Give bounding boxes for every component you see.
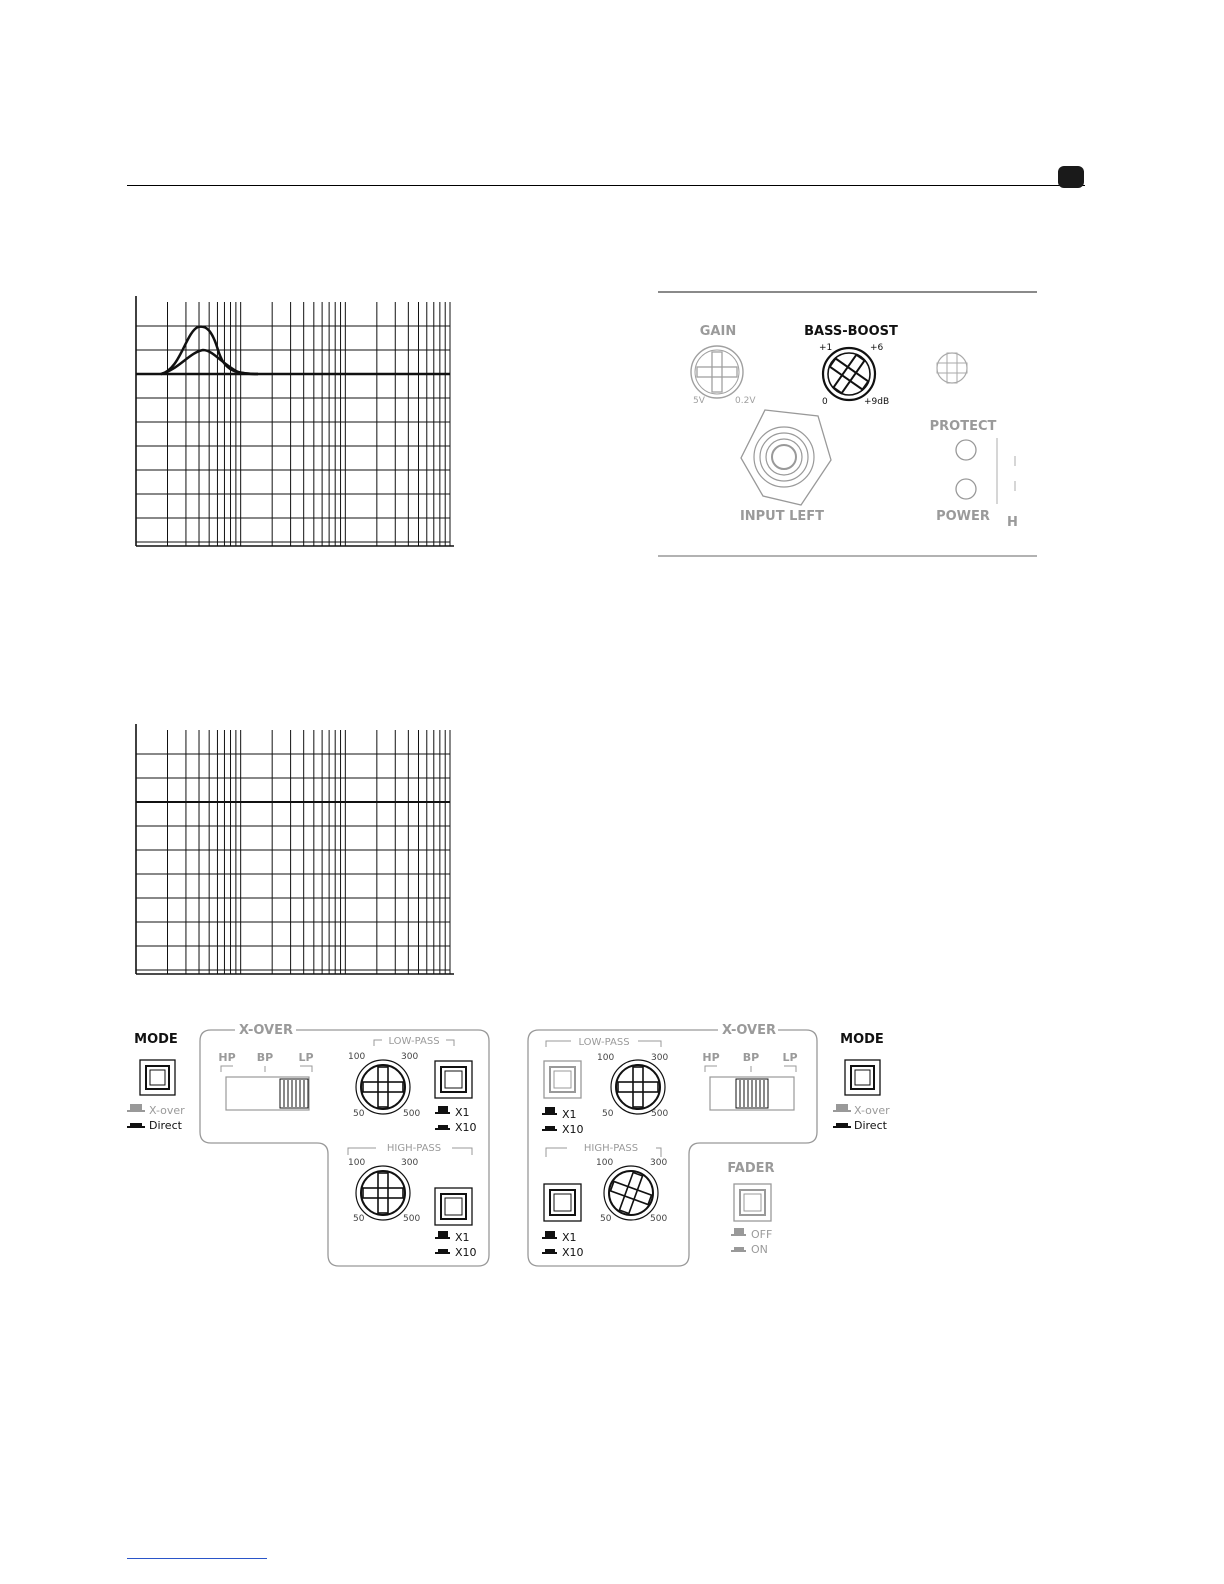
mode-title: MODE [134, 1032, 178, 1047]
highpass-title: HIGH-PASS [583, 1143, 639, 1154]
hp-tick-50: 50 [353, 1214, 365, 1224]
lp-tick-300: 300 [401, 1052, 419, 1062]
lp-tick-50: 50 [353, 1109, 365, 1119]
hp-x10-icon [542, 1249, 557, 1254]
lp-mult-b: X10 [562, 1123, 584, 1136]
lowpass-multiplier-button[interactable] [544, 1061, 581, 1098]
input-left-jack[interactable] [741, 410, 831, 505]
highpass-multiplier-button[interactable] [435, 1188, 472, 1225]
mode-opt-a: X-over [854, 1104, 890, 1117]
flat-response-graph [128, 720, 460, 980]
lowpass-title: LOW-PASS [578, 1037, 630, 1048]
lp-x1-icon [542, 1107, 557, 1115]
hp-tick-50: 50 [600, 1214, 612, 1224]
xover-title: X-OVER [721, 1023, 777, 1038]
lowpass-knob[interactable] [611, 1060, 665, 1114]
mode-up-icon [833, 1104, 851, 1112]
lp-tick-100: 100 [348, 1052, 366, 1062]
mode-button[interactable] [140, 1060, 175, 1095]
hp-tick-300: 300 [401, 1158, 419, 1168]
mode-down-icon [127, 1123, 145, 1128]
hp-tick-100: 100 [348, 1158, 366, 1168]
mode-button[interactable] [845, 1060, 880, 1095]
mode-up-icon [127, 1104, 145, 1112]
lp-tick-50: 50 [602, 1109, 614, 1119]
xover-pos-hp: HP [702, 1051, 720, 1064]
hp-x1-icon [542, 1231, 557, 1239]
lp-mult-a: X1 [455, 1106, 470, 1119]
hp-mult-a: X1 [562, 1231, 577, 1244]
xover-title: X-OVER [238, 1023, 294, 1038]
hp-tick-500: 500 [403, 1214, 421, 1224]
highpass-knob[interactable] [356, 1166, 410, 1220]
lp-mult-b: X10 [455, 1121, 477, 1134]
lowpass-multiplier-button[interactable] [435, 1061, 472, 1098]
power-label: POWER [936, 509, 990, 524]
fader-title: FADER [727, 1161, 775, 1176]
lp-mult-a: X1 [562, 1108, 577, 1121]
bass-tick-plus1: +1 [819, 343, 833, 353]
input-left-label: INPUT LEFT [739, 509, 825, 524]
xover-pos-bp: BP [742, 1051, 760, 1064]
graph-grid [136, 724, 454, 974]
crossover-panel-left [120, 1020, 500, 1275]
lowpass-knob[interactable] [356, 1060, 410, 1114]
hp-tick-500: 500 [650, 1214, 668, 1224]
hp-mult-a: X1 [455, 1231, 470, 1244]
highpass-title: HIGH-PASS [386, 1143, 442, 1154]
graph-grid [136, 296, 454, 546]
bass-boost-knob[interactable] [821, 346, 877, 402]
crossover-panel-right [520, 1020, 900, 1275]
xover-pos-hp: HP [218, 1051, 236, 1064]
mode-down-icon [833, 1123, 851, 1128]
xover-pos-lp: LP [782, 1051, 798, 1064]
highpass-multiplier-button[interactable] [544, 1184, 581, 1221]
power-led [956, 479, 976, 499]
bass-boost-response-graph [128, 292, 460, 552]
lp-tick-500: 500 [403, 1109, 421, 1119]
highpass-knob[interactable] [604, 1166, 658, 1220]
hp-mult-b: X10 [562, 1246, 584, 1259]
bass-tick-plus6: +6 [870, 343, 884, 353]
mode-opt-a: X-over [149, 1104, 185, 1117]
lp-tick-500: 500 [651, 1109, 669, 1119]
hp-mult-b: X10 [455, 1246, 477, 1259]
xover-slide-switch[interactable] [226, 1077, 309, 1110]
bass-boost-label: BASS-BOOST [804, 324, 898, 339]
xover-slide-switch[interactable] [710, 1077, 794, 1110]
lowpass-title: LOW-PASS [388, 1036, 440, 1047]
hp-tick-100: 100 [596, 1158, 614, 1168]
footnote-rule [127, 1558, 267, 1559]
mode-title: MODE [840, 1032, 884, 1047]
bass-tick-plus9db: +9dB [864, 397, 890, 407]
fader-opt-b: ON [751, 1243, 768, 1256]
mode-opt-b: Direct [854, 1119, 887, 1132]
hp-tick-300: 300 [650, 1158, 668, 1168]
gain-label: GAIN [699, 324, 737, 339]
lp-tick-300: 300 [651, 1053, 669, 1063]
protect-led [956, 440, 976, 460]
protect-label: PROTECT [929, 419, 997, 434]
hp-x10-icon [435, 1249, 450, 1254]
bass-tick-0: 0 [822, 397, 828, 407]
lp-x10-icon [435, 1125, 450, 1130]
fader-on-icon [731, 1247, 746, 1252]
hp-x1-icon [435, 1231, 450, 1239]
lp-x1-icon [435, 1106, 450, 1114]
header-rule [127, 185, 1085, 186]
bass-boost-panel [655, 288, 1040, 560]
aux-knob-icon [937, 353, 967, 383]
xover-pos-lp: LP [298, 1051, 314, 1064]
xover-pos-bp: BP [256, 1051, 274, 1064]
lp-tick-100: 100 [597, 1053, 615, 1063]
gain-max-label: 0.2V [735, 396, 756, 406]
gain-min-label: 5V [693, 396, 705, 406]
page-number-tab [1058, 166, 1084, 188]
fader-off-icon [731, 1228, 746, 1236]
fader-button[interactable] [734, 1184, 771, 1221]
cut-letter: H [1007, 515, 1018, 530]
mode-opt-b: Direct [149, 1119, 182, 1132]
gain-knob[interactable] [691, 346, 743, 398]
lp-x10-icon [542, 1126, 557, 1131]
fader-opt-a: OFF [751, 1228, 773, 1241]
